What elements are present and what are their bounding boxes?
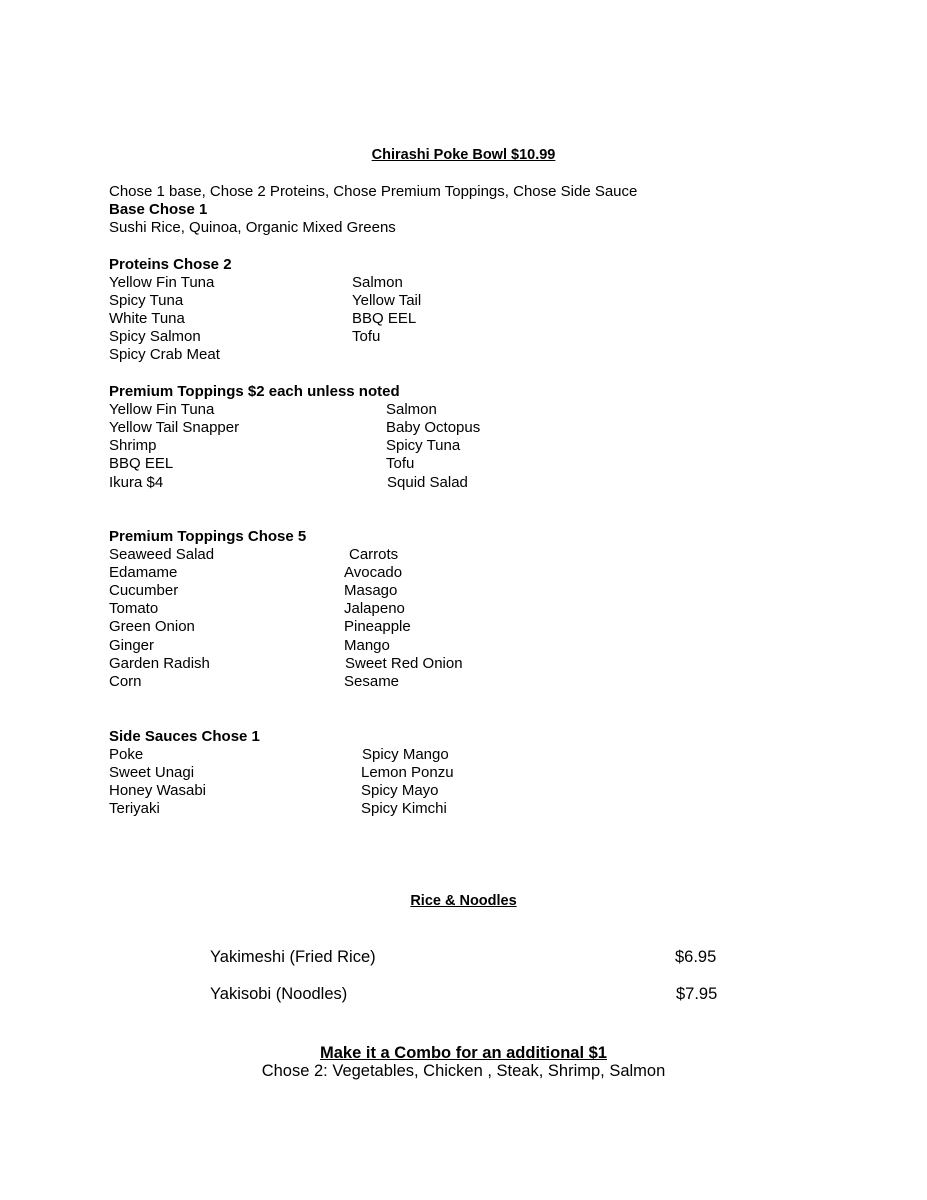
sauce-item: Sweet Unagi <box>109 764 195 781</box>
topping-item: Seaweed Salad <box>109 546 215 563</box>
premium-heading: Premium Toppings $2 each unless noted <box>109 383 400 400</box>
protein-item: Yellow Tail <box>352 292 422 309</box>
topping-item: Sesame <box>344 673 400 690</box>
protein-item: Salmon <box>352 274 403 291</box>
protein-item: Yellow Fin Tuna <box>109 274 215 291</box>
protein-item: Spicy Tuna <box>109 292 184 309</box>
proteins-heading: Proteins Chose 2 <box>109 256 232 273</box>
sauce-item: Poke <box>109 746 144 763</box>
topping-item: Pineapple <box>344 618 411 635</box>
base-items: Sushi Rice, Quinoa, Organic Mixed Greens <box>109 219 396 236</box>
premium-item: Tofu <box>386 455 415 472</box>
topping-item: Garden Radish <box>109 655 210 672</box>
premium-item: Shrimp <box>109 437 157 454</box>
topping-item: Green Onion <box>109 618 195 635</box>
premium-item: Yellow Fin Tuna <box>109 401 215 418</box>
topping-item: Mango <box>344 637 390 654</box>
premium-item: Spicy Tuna <box>386 437 461 454</box>
sauce-item: Honey Wasabi <box>109 782 206 799</box>
protein-item: Tofu <box>352 328 381 345</box>
topping-item: Carrots <box>349 546 399 563</box>
topping-item: Edamame <box>109 564 178 581</box>
rice-noodles-item-name: Yakisobi (Noodles) <box>210 985 348 1003</box>
protein-item: Spicy Salmon <box>109 328 201 345</box>
toppings-heading: Premium Toppings Chose 5 <box>109 528 307 545</box>
topping-item: Jalapeno <box>344 600 405 617</box>
protein-item: BBQ EEL <box>352 310 417 327</box>
sauces-heading: Side Sauces Chose 1 <box>109 728 260 745</box>
topping-item: Ginger <box>109 637 155 654</box>
rice-noodles-item-price: $6.95 <box>675 948 717 966</box>
topping-item: Corn <box>109 673 142 690</box>
premium-item: Ikura $4 <box>109 474 164 491</box>
premium-item: Squid Salad <box>387 474 468 491</box>
topping-item: Sweet Red Onion <box>345 655 463 672</box>
premium-item: Yellow Tail Snapper <box>109 419 240 436</box>
sauce-item: Teriyaki <box>109 800 160 817</box>
combo-title: Make it a Combo for an additional $1 <box>320 1044 607 1062</box>
sauce-item: Lemon Ponzu <box>361 764 454 781</box>
sauce-item: Spicy Kimchi <box>361 800 447 817</box>
rice-noodles-item-name: Yakimeshi (Fried Rice) <box>210 948 376 966</box>
rice-noodles-item-price: $7.95 <box>676 985 718 1003</box>
sauce-item: Spicy Mango <box>362 746 449 763</box>
topping-item: Cucumber <box>109 582 179 599</box>
combo-detail: Chose 2: Vegetables, Chicken , Steak, Shrimp, Salmon <box>261 1062 666 1080</box>
premium-item: Salmon <box>386 401 437 418</box>
premium-item: Baby Octopus <box>386 419 481 436</box>
topping-item: Masago <box>344 582 398 599</box>
base-heading: Base Chose 1 <box>109 201 208 218</box>
poke-bowl-intro: Chose 1 base, Chose 2 Proteins, Chose Premium Toppings, Chose Side Sauce <box>109 183 638 200</box>
rice-noodles-title: Rice & Noodles <box>410 893 517 909</box>
protein-item: White Tuna <box>109 310 185 327</box>
topping-item: Avocado <box>344 564 403 581</box>
topping-item: Tomato <box>109 600 159 617</box>
sauce-item: Spicy Mayo <box>361 782 439 799</box>
protein-item: Spicy Crab Meat <box>109 346 220 363</box>
poke-bowl-title: Chirashi Poke Bowl $10.99 <box>371 147 556 163</box>
premium-item: BBQ EEL <box>109 455 174 472</box>
